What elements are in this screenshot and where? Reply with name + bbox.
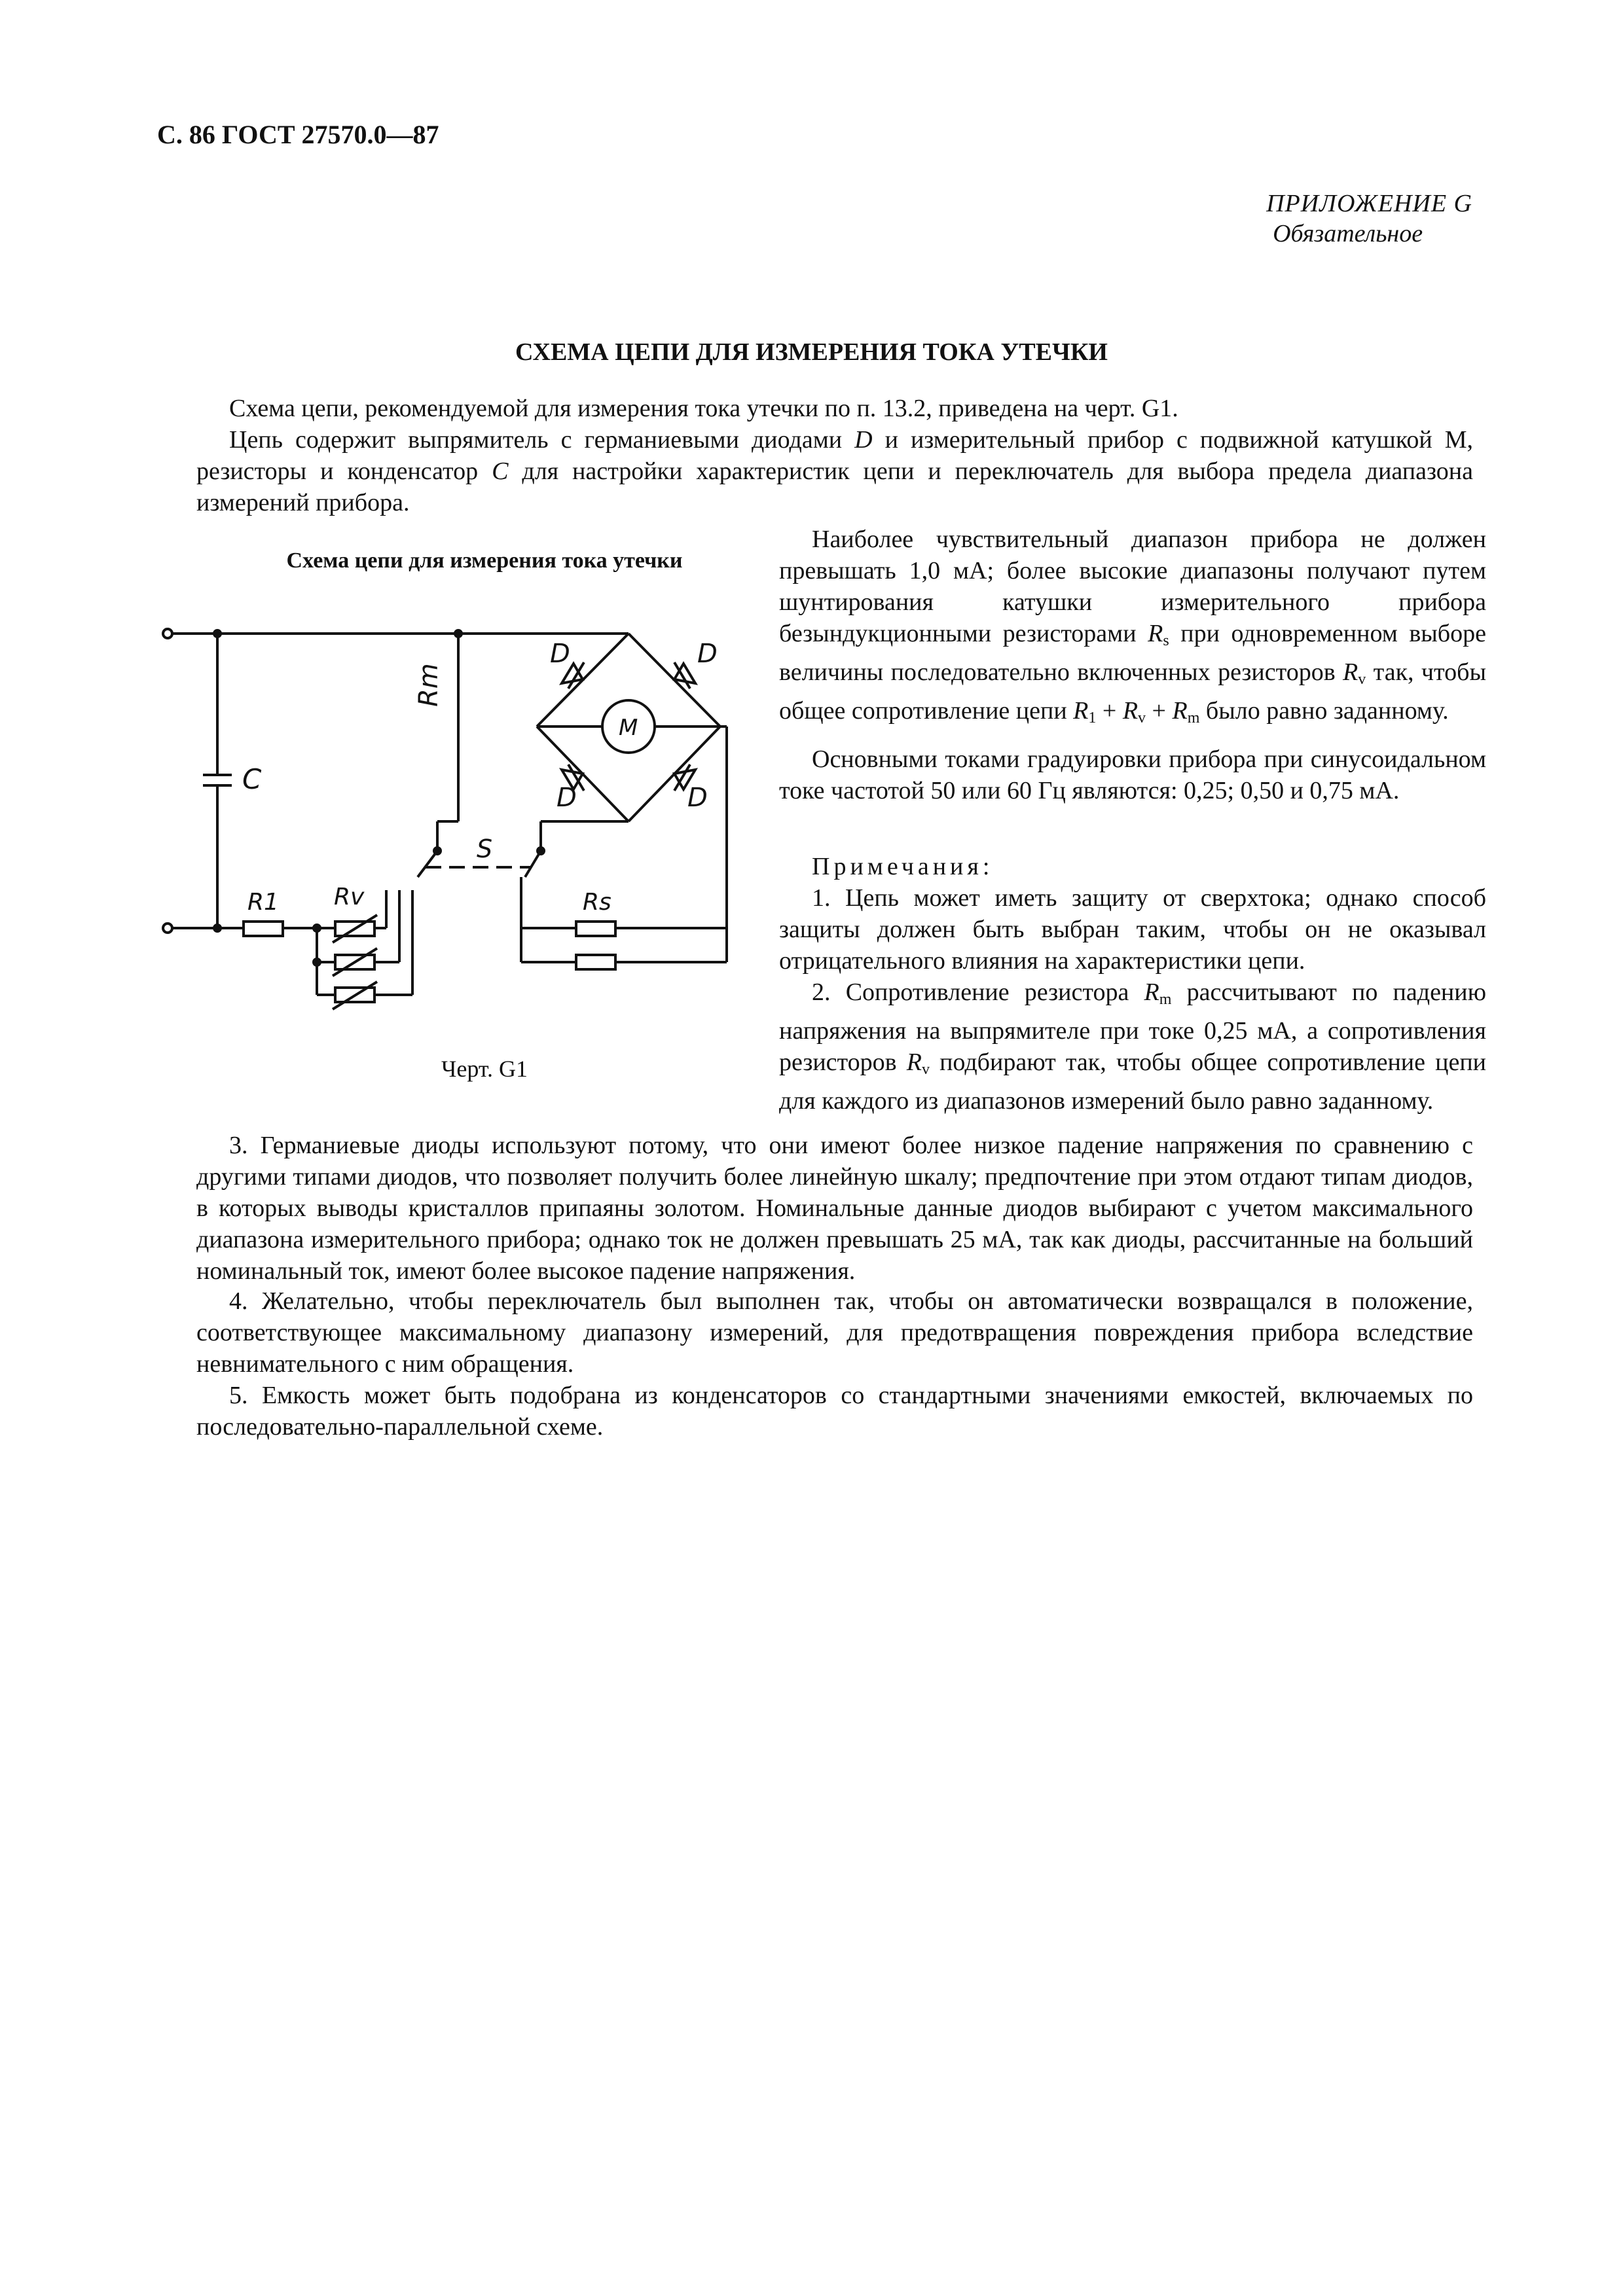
symbol-D: D	[854, 426, 873, 454]
note-text: 2. Сопротивление резистора	[812, 978, 1144, 1006]
symbol-C: C	[492, 457, 509, 485]
label-D1: D	[550, 639, 570, 669]
subscript-s: s	[1163, 632, 1169, 649]
subscript-v: v	[1358, 671, 1366, 688]
intro-text: для настройки характеристик цепи и переключатель для выбора предела диапазона измерений прибора.	[196, 457, 1473, 516]
label-C: C	[242, 763, 262, 795]
plus-sign: +	[1146, 697, 1173, 725]
label-D3: D	[556, 783, 577, 813]
resistor-Rs-1	[576, 922, 615, 936]
symbol-R: R	[1144, 978, 1159, 1006]
right-text: при одновременном выборе величины последовательно включенных резисторов	[779, 620, 1487, 686]
symbol-R: R	[1343, 658, 1359, 686]
symbol-R: R	[1122, 697, 1139, 725]
note-text: подбирают так, чтобы общее сопротивление цепи для каждого из диапазонов измерений было равно заданному.	[779, 1049, 1486, 1115]
label-M: M	[619, 715, 638, 741]
switch-blade-right	[525, 851, 541, 877]
label-S: S	[477, 834, 493, 863]
appendix-label: ПРИЛОЖЕНИЕ G	[1266, 190, 1472, 217]
appendix-block	[1266, 188, 1472, 249]
subscript-v: v	[1138, 709, 1146, 726]
page-header: С. 86 ГОСТ 27570.0—87	[157, 120, 439, 149]
label-D2: D	[697, 639, 718, 669]
label-R1: R1	[247, 889, 279, 916]
label-Rv: Rv	[334, 884, 365, 910]
intro-text: Цепь содержит выпрямитель с германиевыми диодами	[229, 426, 855, 454]
right-text: так, чтобы общее сопротивление цепи	[779, 658, 1487, 725]
note-1: 1. Цепь может иметь защиту от сверхтока; однако способ защиты должен быть выбран таким, чтобы он не оказывал отрицательного влияния на характеристики цепи.	[779, 884, 1486, 975]
right-text: было равно заданному.	[1199, 697, 1449, 725]
circuit-diagram	[157, 602, 746, 1034]
note-5: 5. Емкость может быть подобрана из конденсаторов со стандартными значениями емкостей, включаемых по последовательно-параллельной схеме.	[196, 1382, 1473, 1441]
resistor-R1	[244, 922, 283, 936]
symbol-R: R	[906, 1049, 922, 1076]
document-title: СХЕМА ЦЕПИ ДЛЯ ИЗМЕРЕНИЯ ТОКА УТЕЧКИ	[515, 338, 1108, 366]
label-Rs: Rs	[583, 889, 611, 916]
subscript-m: m	[1187, 709, 1200, 726]
intro-paragraph-1: Схема цепи, рекомендуемой для измерения тока утечки по п. 13.2, приведена на черт. G1.	[229, 395, 1178, 422]
input-terminal-bottom	[163, 924, 172, 933]
right-paragraph-2: Основными токами градуировки прибора при синусоидальном токе частотой 50 или 60 Гц являются: 0,25; 0,50 и 0,75 мА.	[779, 745, 1486, 804]
notes-heading	[779, 851, 1486, 882]
note-2	[779, 977, 1486, 1117]
figure-title: Схема цепи для измерения тока утечки	[286, 548, 683, 573]
label-D4: D	[687, 783, 708, 813]
switch-blade-left	[418, 851, 437, 877]
symbol-R: R	[1148, 620, 1163, 647]
subscript-1: 1	[1088, 709, 1097, 726]
intro-text: и измерительный прибор с подвижной катушкой М, резисторы и конденсатор	[196, 426, 1473, 485]
input-terminal-top	[163, 629, 172, 638]
resistor-Rs-2	[576, 955, 615, 969]
symbol-R: R	[1172, 697, 1188, 725]
plus-sign: +	[1096, 697, 1123, 725]
right-text: Наиболее чувствительный диапазон прибора не должен превышать 1,0 мА; более высокие диапазоны получают путем шунтирования катушки измерительного прибора безындукционными резисторами	[779, 526, 1486, 647]
notes-heading-text: Примечания:	[812, 853, 994, 880]
note-4: 4. Желательно, чтобы переключатель был выполнен так, чтобы он автоматически возвращался в положение, соответствующее максимальному диапазону измерений, для предотвращения повреждения прибора вследствие невнимательного с ним обращения.	[196, 1287, 1473, 1378]
note-text: рассчитывают по падению напряжения на выпрямителе при токе 0,25 мА, а сопротивления резисторов	[779, 978, 1486, 1076]
note-3: 3. Германиевые диоды используют потому, что они имеют более низкое падение напряжения по сравнению с другими типами диодов, что позволяет получить более линейную шкалу; предпочтение при этом отдают типам диодов, в которых выводы кристаллов припаяны золотом. Номинальные данные диодов выбирают с учетом максимального диапазона измерительного прибора; однако ток не должен превышать 25 мА, так как диоды, рассчитанные на больший номинальный ток, имеют более высокое падение напряжения.	[196, 1132, 1473, 1285]
label-Rm: Rm	[414, 663, 444, 707]
figure-caption: Черт. G1	[441, 1056, 528, 1082]
symbol-R: R	[1073, 697, 1089, 725]
subscript-m: m	[1159, 991, 1172, 1008]
intro-paragraph-2	[196, 424, 1473, 518]
right-paragraph-1	[779, 524, 1486, 734]
appendix-status: Обязательное	[1273, 220, 1423, 247]
subscript-v: v	[921, 1061, 930, 1078]
